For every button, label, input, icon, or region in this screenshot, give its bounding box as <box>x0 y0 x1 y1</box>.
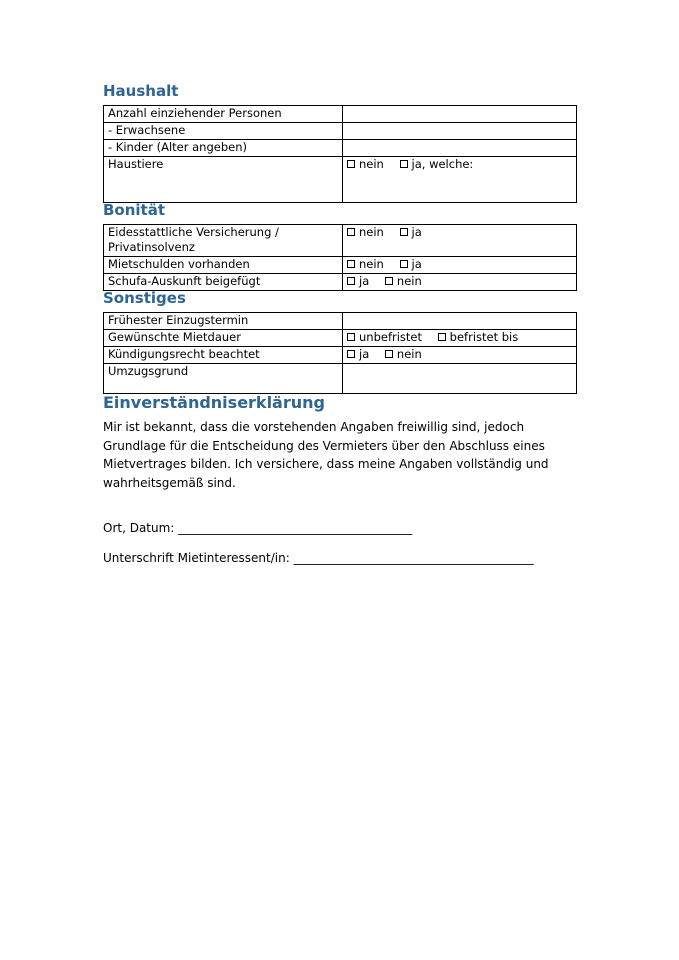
checkbox-label: nein <box>396 274 422 288</box>
table-row <box>104 140 577 157</box>
checkbox-icon[interactable] <box>347 228 355 236</box>
checkbox-label: ja, welche: <box>411 157 474 171</box>
row-label-haustiere: Haustiere <box>104 157 343 203</box>
checkbox-option-schufa-ja[interactable] <box>347 274 369 288</box>
checkbox-icon[interactable] <box>347 333 355 341</box>
table-row <box>104 123 577 140</box>
unterschrift-label: Unterschrift Mietinteressent/in: <box>103 551 290 565</box>
checkbox-option-mietschulden-ja[interactable] <box>400 257 422 271</box>
row-value-einzugstermin <box>343 313 577 330</box>
table-row <box>104 106 577 123</box>
row-label-umzugsgrund: Umzugsgrund <box>104 364 343 394</box>
checkbox-option-mietdauer-unbefristet[interactable] <box>347 330 422 344</box>
table-row <box>104 313 577 330</box>
table-row <box>104 364 577 394</box>
checkbox-icon[interactable] <box>400 160 408 168</box>
row-value-schufa <box>343 274 577 291</box>
row-label-kinder: - Kinder (Alter angeben) <box>104 140 343 157</box>
checkbox-option-eidesstattliche-nein[interactable] <box>347 225 384 239</box>
haushalt-table <box>103 105 577 203</box>
consent-paragraph: Mir ist bekannt, dass die vorstehenden Angaben freiwillig sind, jedoch Grundlage für die Entscheidung des Vermieters über den Abschluss eines Mietvertrages bilden. Ich versichere, dass meine Angaben vollständig und wahrheitsgemäß sind. <box>103 420 549 490</box>
checkbox-label: nein <box>396 347 422 361</box>
checkbox-option-haustiere-nein[interactable] <box>347 157 384 171</box>
checkbox-label: nein <box>359 157 384 171</box>
checkbox-icon[interactable] <box>347 260 355 268</box>
section-title-bonitaet: Bonität <box>103 201 166 219</box>
checkbox-label: ja <box>411 257 422 271</box>
ort-datum-line <box>103 520 578 536</box>
checkbox-icon[interactable] <box>347 277 355 285</box>
checkbox-option-schufa-nein[interactable] <box>385 274 422 288</box>
row-label-schufa: Schufa-Auskunft beigefügt <box>104 274 343 291</box>
checkbox-option-mietschulden-nein[interactable] <box>347 257 384 271</box>
bonitaet-table <box>103 224 577 291</box>
unterschrift-line <box>103 550 578 566</box>
checkbox-icon[interactable] <box>347 350 355 358</box>
row-label-erwachsene: - Erwachsene <box>104 123 343 140</box>
checkbox-icon[interactable] <box>347 160 355 168</box>
checkbox-label: ja <box>359 274 370 288</box>
table-row <box>104 274 577 291</box>
checkbox-option-eidesstattliche-ja[interactable] <box>400 225 422 239</box>
row-label-einzugstermin: Frühester Einzugstermin <box>104 313 343 330</box>
table-row <box>104 157 577 203</box>
checkbox-option-kuendigungsrecht-ja[interactable] <box>347 347 369 361</box>
checkbox-icon[interactable] <box>438 333 446 341</box>
row-label-mietschulden: Mietschulden vorhanden <box>104 257 343 274</box>
row-value-kinder <box>343 140 577 157</box>
checkbox-option-haustiere-ja-welche[interactable] <box>400 157 474 171</box>
checkbox-option-kuendigungsrecht-nein[interactable] <box>385 347 422 361</box>
checkbox-label: ja <box>411 225 422 239</box>
section-title-einverstaendniserklaerung: Einverständniserklärung <box>103 393 325 412</box>
section-title-sonstiges: Sonstiges <box>103 289 186 307</box>
table-row <box>104 257 577 274</box>
table-row <box>104 347 577 364</box>
ort-datum-label: Ort, Datum: <box>103 521 175 535</box>
checkbox-icon[interactable] <box>385 350 393 358</box>
ort-datum-signature-line: _______________________________________ <box>178 521 413 535</box>
checkbox-label: ja <box>359 347 370 361</box>
row-value-haustiere <box>343 157 577 203</box>
row-label-anzahl-personen: Anzahl einziehender Personen <box>104 106 343 123</box>
checkbox-icon[interactable] <box>400 228 408 236</box>
table-row <box>104 330 577 347</box>
checkbox-option-mietdauer-befristet-bis[interactable] <box>438 330 519 344</box>
section-title-haushalt: Haushalt <box>103 82 179 100</box>
row-value-anzahl-personen <box>343 106 577 123</box>
checkbox-icon[interactable] <box>400 260 408 268</box>
row-label-mietdauer: Gewünschte Mietdauer <box>104 330 343 347</box>
row-value-kuendigungsrecht <box>343 347 577 364</box>
checkbox-label: befristet bis <box>449 330 519 344</box>
table-row <box>104 225 577 257</box>
row-value-erwachsene <box>343 123 577 140</box>
checkbox-icon[interactable] <box>385 277 393 285</box>
unterschrift-signature-line: ________________________________________ <box>293 551 534 565</box>
sonstiges-table <box>103 312 577 394</box>
checkbox-label: nein <box>359 225 384 239</box>
row-label-kuendigungsrecht: Kündigungsrecht beachtet <box>104 347 343 364</box>
row-value-mietdauer <box>343 330 577 347</box>
checkbox-label: unbefristet <box>359 330 423 344</box>
checkbox-label: nein <box>359 257 384 271</box>
row-value-umzugsgrund <box>343 364 577 394</box>
row-value-eidesstattliche <box>343 225 577 257</box>
row-value-mietschulden <box>343 257 577 274</box>
row-label-eidesstattliche: Eidesstattliche Versicherung / Privatinsolvenz <box>104 225 343 257</box>
